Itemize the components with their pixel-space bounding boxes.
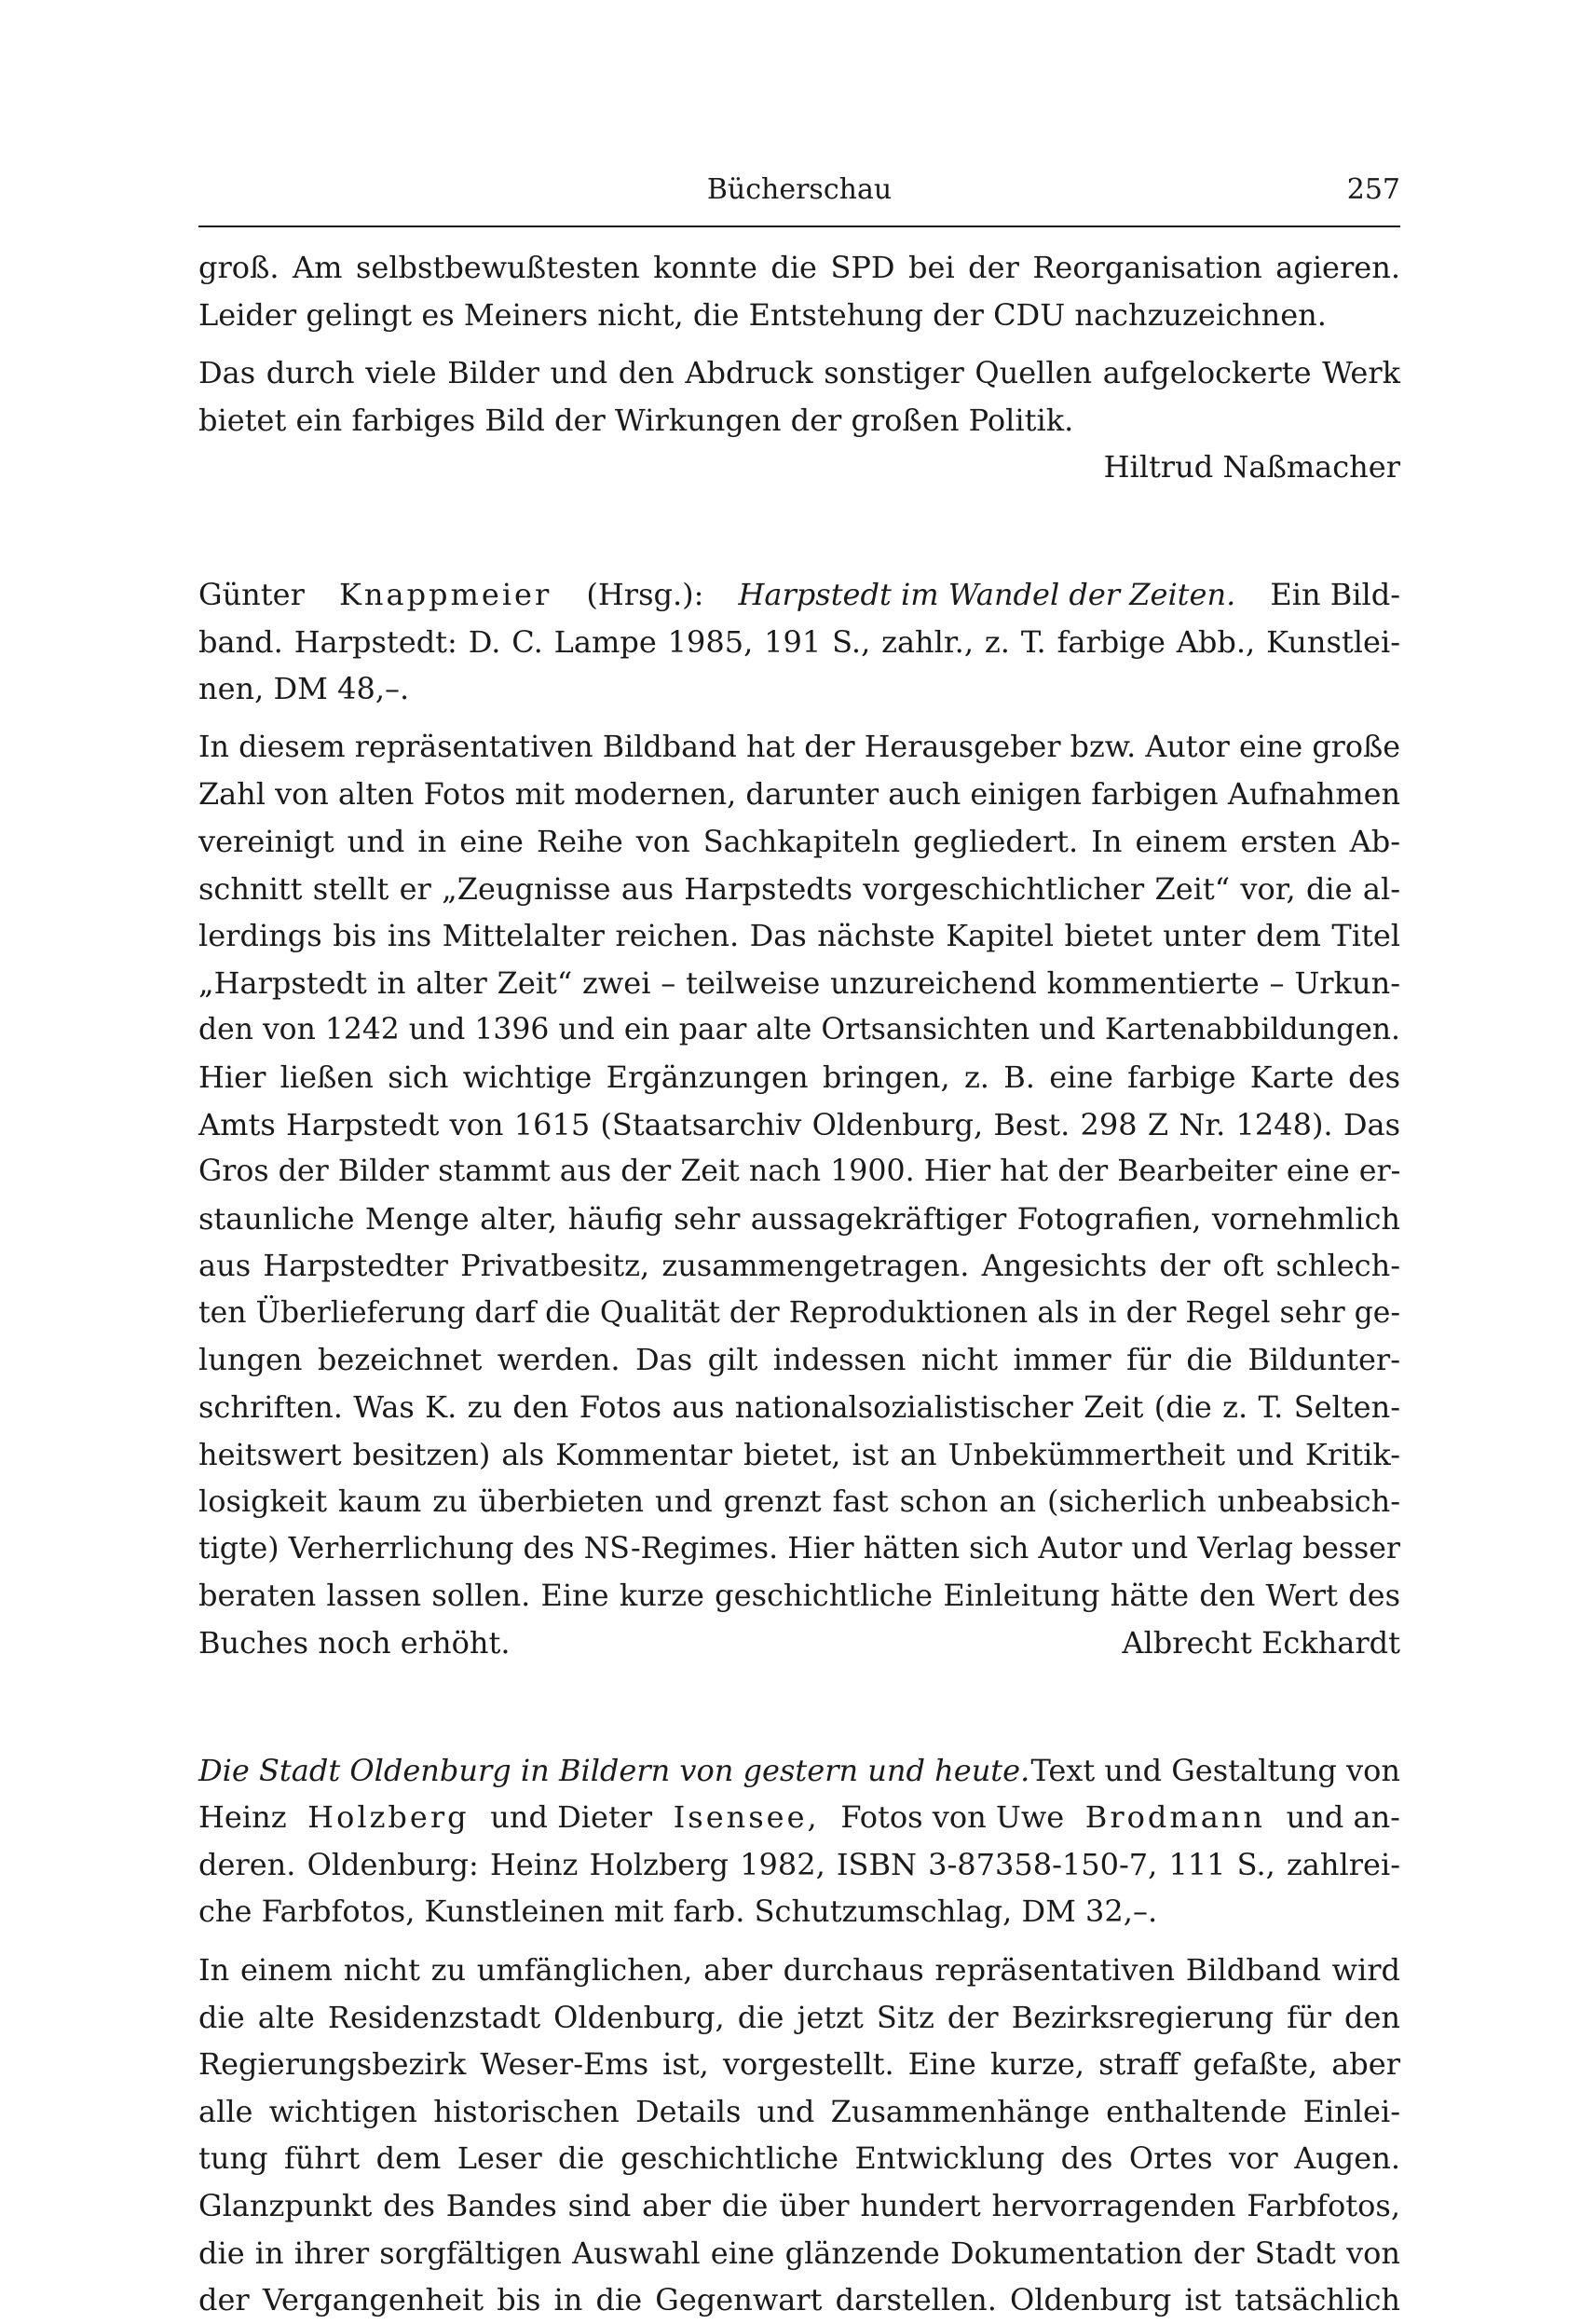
citation-line: che Farbfotos, Kunstleinen mit farb. Schutzumschlag, DM 32,–.	[198, 1893, 1158, 1930]
review-oldenburg	[198, 1747, 1400, 2324]
photographer-name: Brodmann	[1084, 1799, 1265, 1836]
text-line: In einem nicht zu umfänglichen, aber durchaus repräsentativen Bildband wird	[198, 1952, 1400, 1988]
review-text	[198, 724, 1400, 1667]
page-number: 257	[1346, 173, 1400, 206]
text-line: alle wichtigen historischen Details und Zusammenhänge enthaltende Einlei-	[198, 2093, 1400, 2129]
text-line: den von 1242 und 1396 und ein paar alte Ortsansichten und Kartenabbildungen.	[198, 1013, 1400, 1047]
text-line: Zahl von alten Fotos mit modernen, darunter auch einigen farbigen Aufnahmen	[198, 776, 1400, 813]
text-line: bietet ein farbiges Bild der Wirkungen der großen Politik.	[198, 402, 1074, 438]
text-line: lerdings bis ins Mittelalter reichen. Das nächste Kapitel bietet unter dem Titel	[198, 918, 1400, 954]
citation-line: Heinz Holzberg und Dieter Isensee, Fotos von Uwe Brodmann und an-	[198, 1794, 1400, 1841]
author-name: Isensee,	[673, 1799, 820, 1836]
running-header	[198, 164, 1400, 227]
book-title: Harpstedt im Wandel der Zeiten.	[738, 576, 1236, 612]
text-line: Gros der Bilder stammt aus der Zeit nach 1900. Hier hat der Bearbeiter eine er-	[198, 1155, 1401, 1189]
review-harpstedt	[198, 571, 1400, 1667]
text-line: Glanzpunkt des Bandes sind aber die über hundert hervorragenden Farbfotos,	[198, 2187, 1400, 2223]
citation-line: Günter Knappmeier (Hrsg.): Harpstedt im Wandel der Zeiten. Ein Bild-	[198, 571, 1400, 619]
text-line: Hier ließen sich wichtige Ergänzungen bringen, z. B. eine farbige Karte des	[198, 1059, 1400, 1095]
text-line: vereinigt und in eine Reihe von Sachkapiteln gegliedert. In einem ersten Ab-	[198, 823, 1400, 859]
text-line: Amts Harpstedt von 1615 (Staatsarchiv Oldenburg, Best. 298 Z Nr. 1248). Das	[198, 1106, 1400, 1142]
text-line: ten Überlieferung darf die Qualität der Reproduktionen als in der Regel sehr ge-	[198, 1295, 1400, 1330]
text-line: staunliche Menge alter, häufig sehr aussagekräftiger Fotografien, vornehmlich	[198, 1200, 1400, 1237]
text-line: tung führt dem Leser die geschichtliche Entwicklung des Ortes vor Augen.	[198, 2140, 1400, 2177]
text-line: In diesem repräsentativen Bildband hat der Herausgeber bzw. Autor eine große	[198, 730, 1400, 764]
reviewer-signature: Albrecht Eckhardt	[1122, 1625, 1400, 1661]
text-line: schriften. Was K. zu den Fotos aus nationalsozialistischer Zeit (die z. T. Selten-	[198, 1389, 1400, 1426]
text-line: heitswert besitzen) als Kommentar bietet, ist an Unbekümmertheit und Kritik-	[198, 1436, 1400, 1472]
text-line: Regierungsbezirk Weser-Ems ist, vorgestellt. Eine kurze, straff gefaßte, aber	[198, 2046, 1400, 2083]
book-citation	[198, 1747, 1400, 1935]
citation-line: nen, DM 48,–.	[198, 671, 410, 707]
citation-line: Die Stadt Oldenburg in Bildern von gestern und heute. Text und Gestaltung von	[198, 1747, 1400, 1795]
reviewer-signature: Hiltrud Naßmacher	[1103, 449, 1400, 485]
author-name: Holzberg	[307, 1799, 470, 1836]
text-line: losigkeit kaum zu überbieten und grenzt fast schon an (sicherlich unbeabsich-	[198, 1483, 1400, 1520]
text-line: Leider gelingt es Meiners nicht, die Entstehung der CDU nachzuzeichnen.	[198, 296, 1327, 333]
text-line: Das durch viele Bilder und den Abdruck sonstiger Quellen aufgelockerte Werk	[198, 355, 1400, 391]
citation-line: deren. Oldenburg: Heinz Holzberg 1982, ISBN 3-87358-150-7, 111 S., zahlrei-	[198, 1846, 1400, 1882]
text-line: die in ihrer sorgfältigen Auswahl eine glänzende Dokumentation der Stadt von	[198, 2235, 1400, 2271]
book-citation	[198, 571, 1400, 713]
text-line: die alte Residenzstadt Oldenburg, die jetzt Sitz der Bezirksregierung für den	[198, 1999, 1400, 2035]
text-line: schnitt stellt er „Zeugnisse aus Harpstedts vorgeschichtlicher Zeit“ vor, die al-	[198, 870, 1400, 907]
text-line: Buches noch erhöht. Albrecht Eckhardt	[198, 1620, 1400, 1667]
review-text	[198, 1947, 1400, 2324]
text-line: groß. Am selbstbewußtesten konnte die SPD bei der Reorganisation agieren.	[198, 250, 1400, 285]
text-line: beraten lassen sollen. Eine kurze geschichtliche Einleitung hätte den Wert des	[198, 1578, 1400, 1614]
citation-line: band. Harpstedt: D. C. Lampe 1985, 191 S., zahlr., z. T. farbige Abb., Kunstlei-	[198, 623, 1400, 660]
text-line: lungen bezeichnet werden. Das gilt indessen nicht immer für die Bildunter-	[198, 1342, 1400, 1378]
review-naßmacher	[198, 244, 1400, 491]
text-line: aus Harpstedter Privatbesitz, zusammengetragen. Angesichts der oft schlech-	[198, 1248, 1400, 1284]
text-line: „Harpstedt in alter Zeit“ zwei – teilweise unzureichend kommentierte – Urkun-	[198, 964, 1400, 1001]
page-body	[198, 244, 1400, 2324]
author-name: Knappmeier	[338, 576, 552, 612]
book-title: Die Stadt Oldenburg in Bildern von gestern und heute.	[198, 1752, 1030, 1788]
running-header-title: Bücherschau	[706, 173, 893, 206]
text-line: der Vergangenheit bis in die Gegenwart darstellen. Oldenburg ist tatsächlich	[198, 2282, 1400, 2318]
text-line: tigte) Verherrlichung des NS-Regimes. Hier hätten sich Autor und Verlag besser	[198, 1531, 1400, 1565]
